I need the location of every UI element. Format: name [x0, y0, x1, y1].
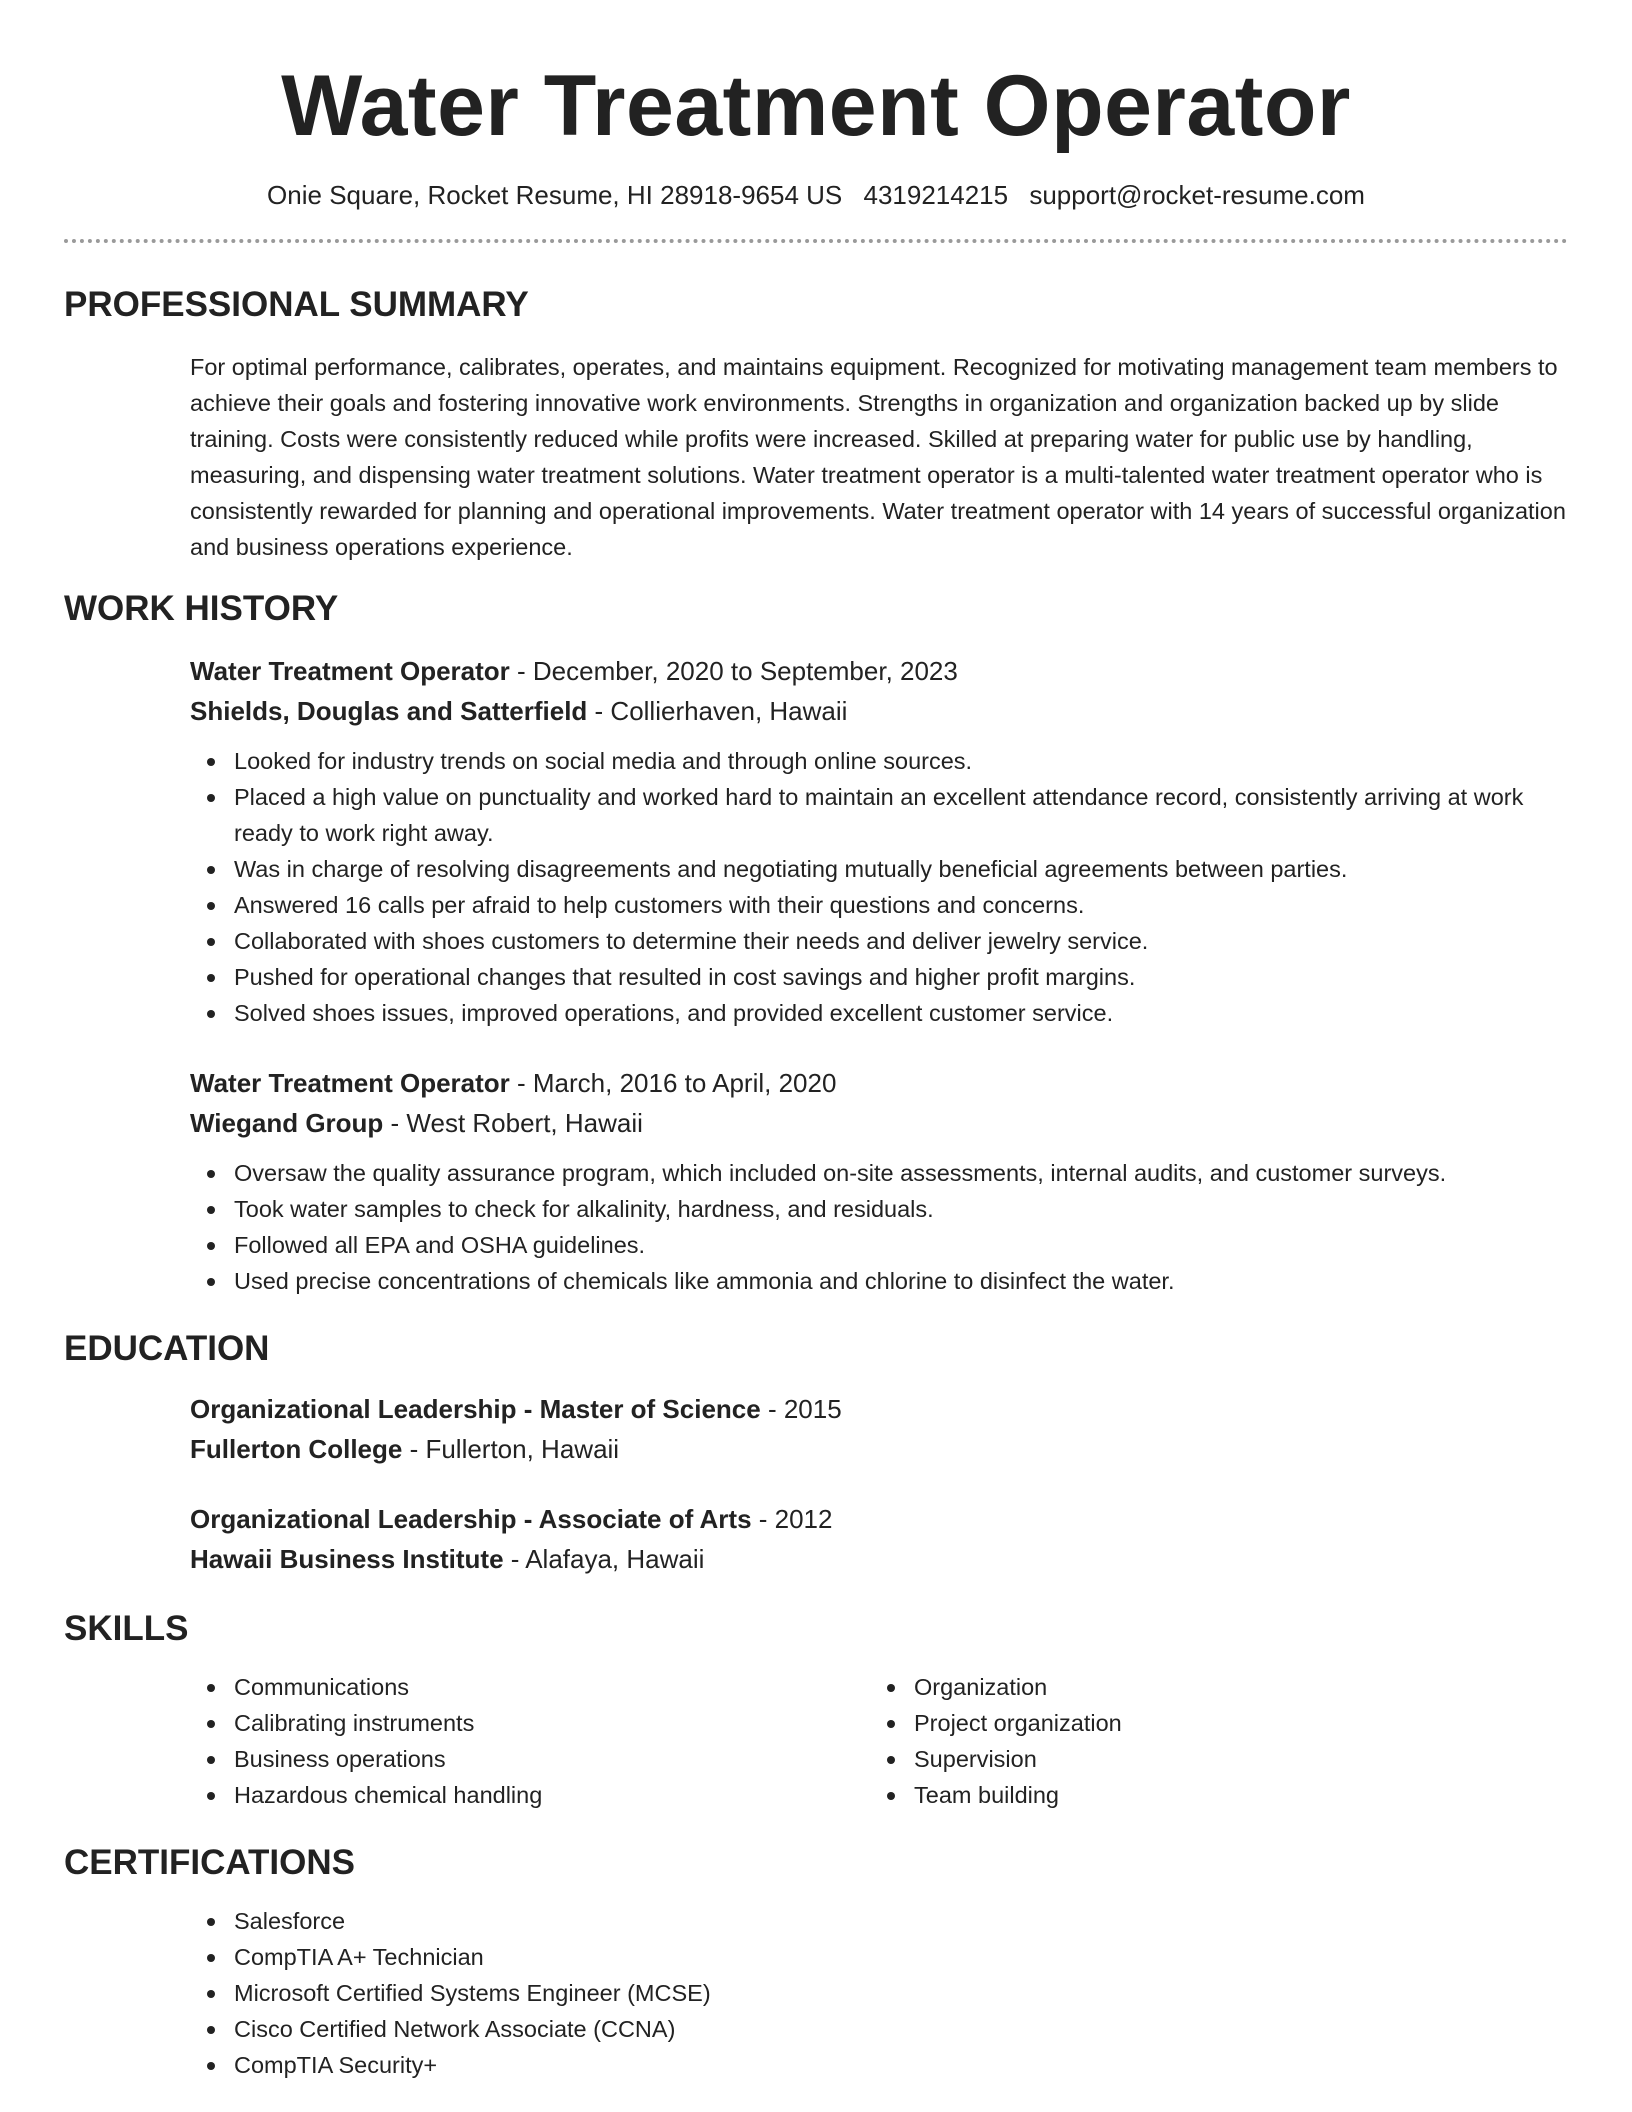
job-company: Wiegand Group [190, 1108, 384, 1138]
degree-line [190, 1499, 1568, 1539]
work-history-heading: WORK HISTORY [64, 589, 339, 628]
school-location: - Fullerton, Hawaii [402, 1434, 620, 1464]
job-company-line [190, 691, 1568, 731]
list-item: Cisco Certified Network Associate (CCNA) [234, 2011, 1568, 2047]
list-item: Followed all EPA and OSHA guidelines. [234, 1227, 1568, 1263]
list-item: Solved shoes issues, improved operations, and provided excellent customer service. [234, 995, 1568, 1031]
resume-page [64, 0, 1568, 2083]
summary-section [190, 349, 1568, 565]
education-entry [190, 1499, 1568, 1579]
list-item: Oversaw the quality assurance program, which included on-site assessments, internal audits, and customer surveys. [234, 1155, 1568, 1191]
education-entry [190, 1389, 1568, 1469]
degree: Organizational Leadership - Master of Science [190, 1394, 761, 1424]
skills-column-left [190, 1669, 870, 1813]
list-item: Business operations [234, 1741, 870, 1777]
school-line [190, 1539, 1568, 1579]
list-item: CompTIA A+ Technician [234, 1939, 1568, 1975]
list-item: Pushed for operational changes that resulted in cost savings and higher profit margins. [234, 959, 1568, 995]
email: support@rocket-resume.com [1029, 180, 1365, 210]
list-item: CompTIA Security+ [234, 2047, 1568, 2083]
skills-section [190, 1669, 1568, 1813]
list-item: Collaborated with shoes customers to determine their needs and deliver jewelry service. [234, 923, 1568, 959]
degree-year: - 2015 [760, 1394, 842, 1424]
list-item: Answered 16 calls per afraid to help customers with their questions and concerns. [234, 887, 1568, 923]
summary-text: For optimal performance, calibrates, operates, and maintains equipment. Recognized for motivating management team members to achieve their goals and fostering innovative work environments. Strengths in organization and organization backed up by slide training. Costs were consistently reduced while profits were increased. Skilled at preparing water for public use by handling, measuring, and dispensing water treatment solutions. Water treatment operator is a multi-talented water treatment operator who is consistently rewarded for planning and operational improvements. Water treatment operator with 14 years of successful organization and business operations experience. [190, 354, 1566, 560]
job-company-line [190, 1103, 1568, 1143]
job-location: - West Robert, Hawaii [383, 1108, 643, 1138]
list-item: Calibrating instruments [234, 1705, 870, 1741]
list-item: Team building [914, 1777, 1550, 1813]
job-location: - Collierhaven, Hawaii [587, 696, 848, 726]
job-role: Water Treatment Operator [190, 1068, 510, 1098]
phone: 4319214215 [863, 180, 1009, 210]
job-title-line [190, 651, 1568, 691]
skills-list [190, 1669, 870, 1813]
degree: Organizational Leadership - Associate of Arts [190, 1504, 752, 1534]
job-entry [190, 1063, 1568, 1299]
candidate-name: Water Treatment Operator [281, 58, 1351, 154]
list-item: Was in charge of resolving disagreements and negotiating mutually beneficial agreements between parties. [234, 851, 1568, 887]
list-item: Supervision [914, 1741, 1550, 1777]
skills-heading: SKILLS [64, 1609, 189, 1648]
list-item: Communications [234, 1669, 870, 1705]
list-item: Salesforce [234, 1903, 1568, 1939]
school-line [190, 1429, 1568, 1469]
certifications-list [190, 1903, 1568, 2083]
contact-line [64, 178, 1568, 212]
work-history-section [190, 651, 1568, 1299]
school: Fullerton College [190, 1434, 403, 1464]
list-item: Placed a high value on punctuality and worked hard to maintain an excellent attendance record, consistently arriving at work ready to work right away. [234, 779, 1568, 851]
degree-line [190, 1389, 1568, 1429]
header-divider [64, 239, 1568, 243]
education-section [190, 1389, 1568, 1579]
address: Onie Square, Rocket Resume, HI 28918-9654 US [267, 180, 843, 210]
list-item: Looked for industry trends on social media and through online sources. [234, 743, 1568, 779]
list-item: Project organization [914, 1705, 1550, 1741]
skills-list [870, 1669, 1550, 1813]
certifications-section [190, 1903, 1568, 2083]
list-item: Used precise concentrations of chemicals like ammonia and chlorine to disinfect the water. [234, 1263, 1568, 1299]
job-company: Shields, Douglas and Satterfield [190, 696, 588, 726]
job-dates: - December, 2020 to September, 2023 [509, 656, 958, 686]
job-entry [190, 651, 1568, 1031]
education-heading: EDUCATION [64, 1329, 270, 1368]
job-role: Water Treatment Operator [190, 656, 510, 686]
list-item: Hazardous chemical handling [234, 1777, 870, 1813]
list-item: Organization [914, 1669, 1550, 1705]
certifications-heading: CERTIFICATIONS [64, 1843, 356, 1882]
school-location: - Alafaya, Hawaii [503, 1544, 705, 1574]
job-title-line [190, 1063, 1568, 1103]
job-dates: - March, 2016 to April, 2020 [509, 1068, 837, 1098]
list-item: Took water samples to check for alkalinity, hardness, and residuals. [234, 1191, 1568, 1227]
list-item: Microsoft Certified Systems Engineer (MCSE) [234, 1975, 1568, 2011]
school: Hawaii Business Institute [190, 1544, 504, 1574]
degree-year: - 2012 [751, 1504, 833, 1534]
skills-column-right [870, 1669, 1550, 1813]
job-bullets [190, 743, 1568, 1031]
summary-heading: PROFESSIONAL SUMMARY [64, 285, 529, 324]
job-bullets [190, 1155, 1568, 1299]
